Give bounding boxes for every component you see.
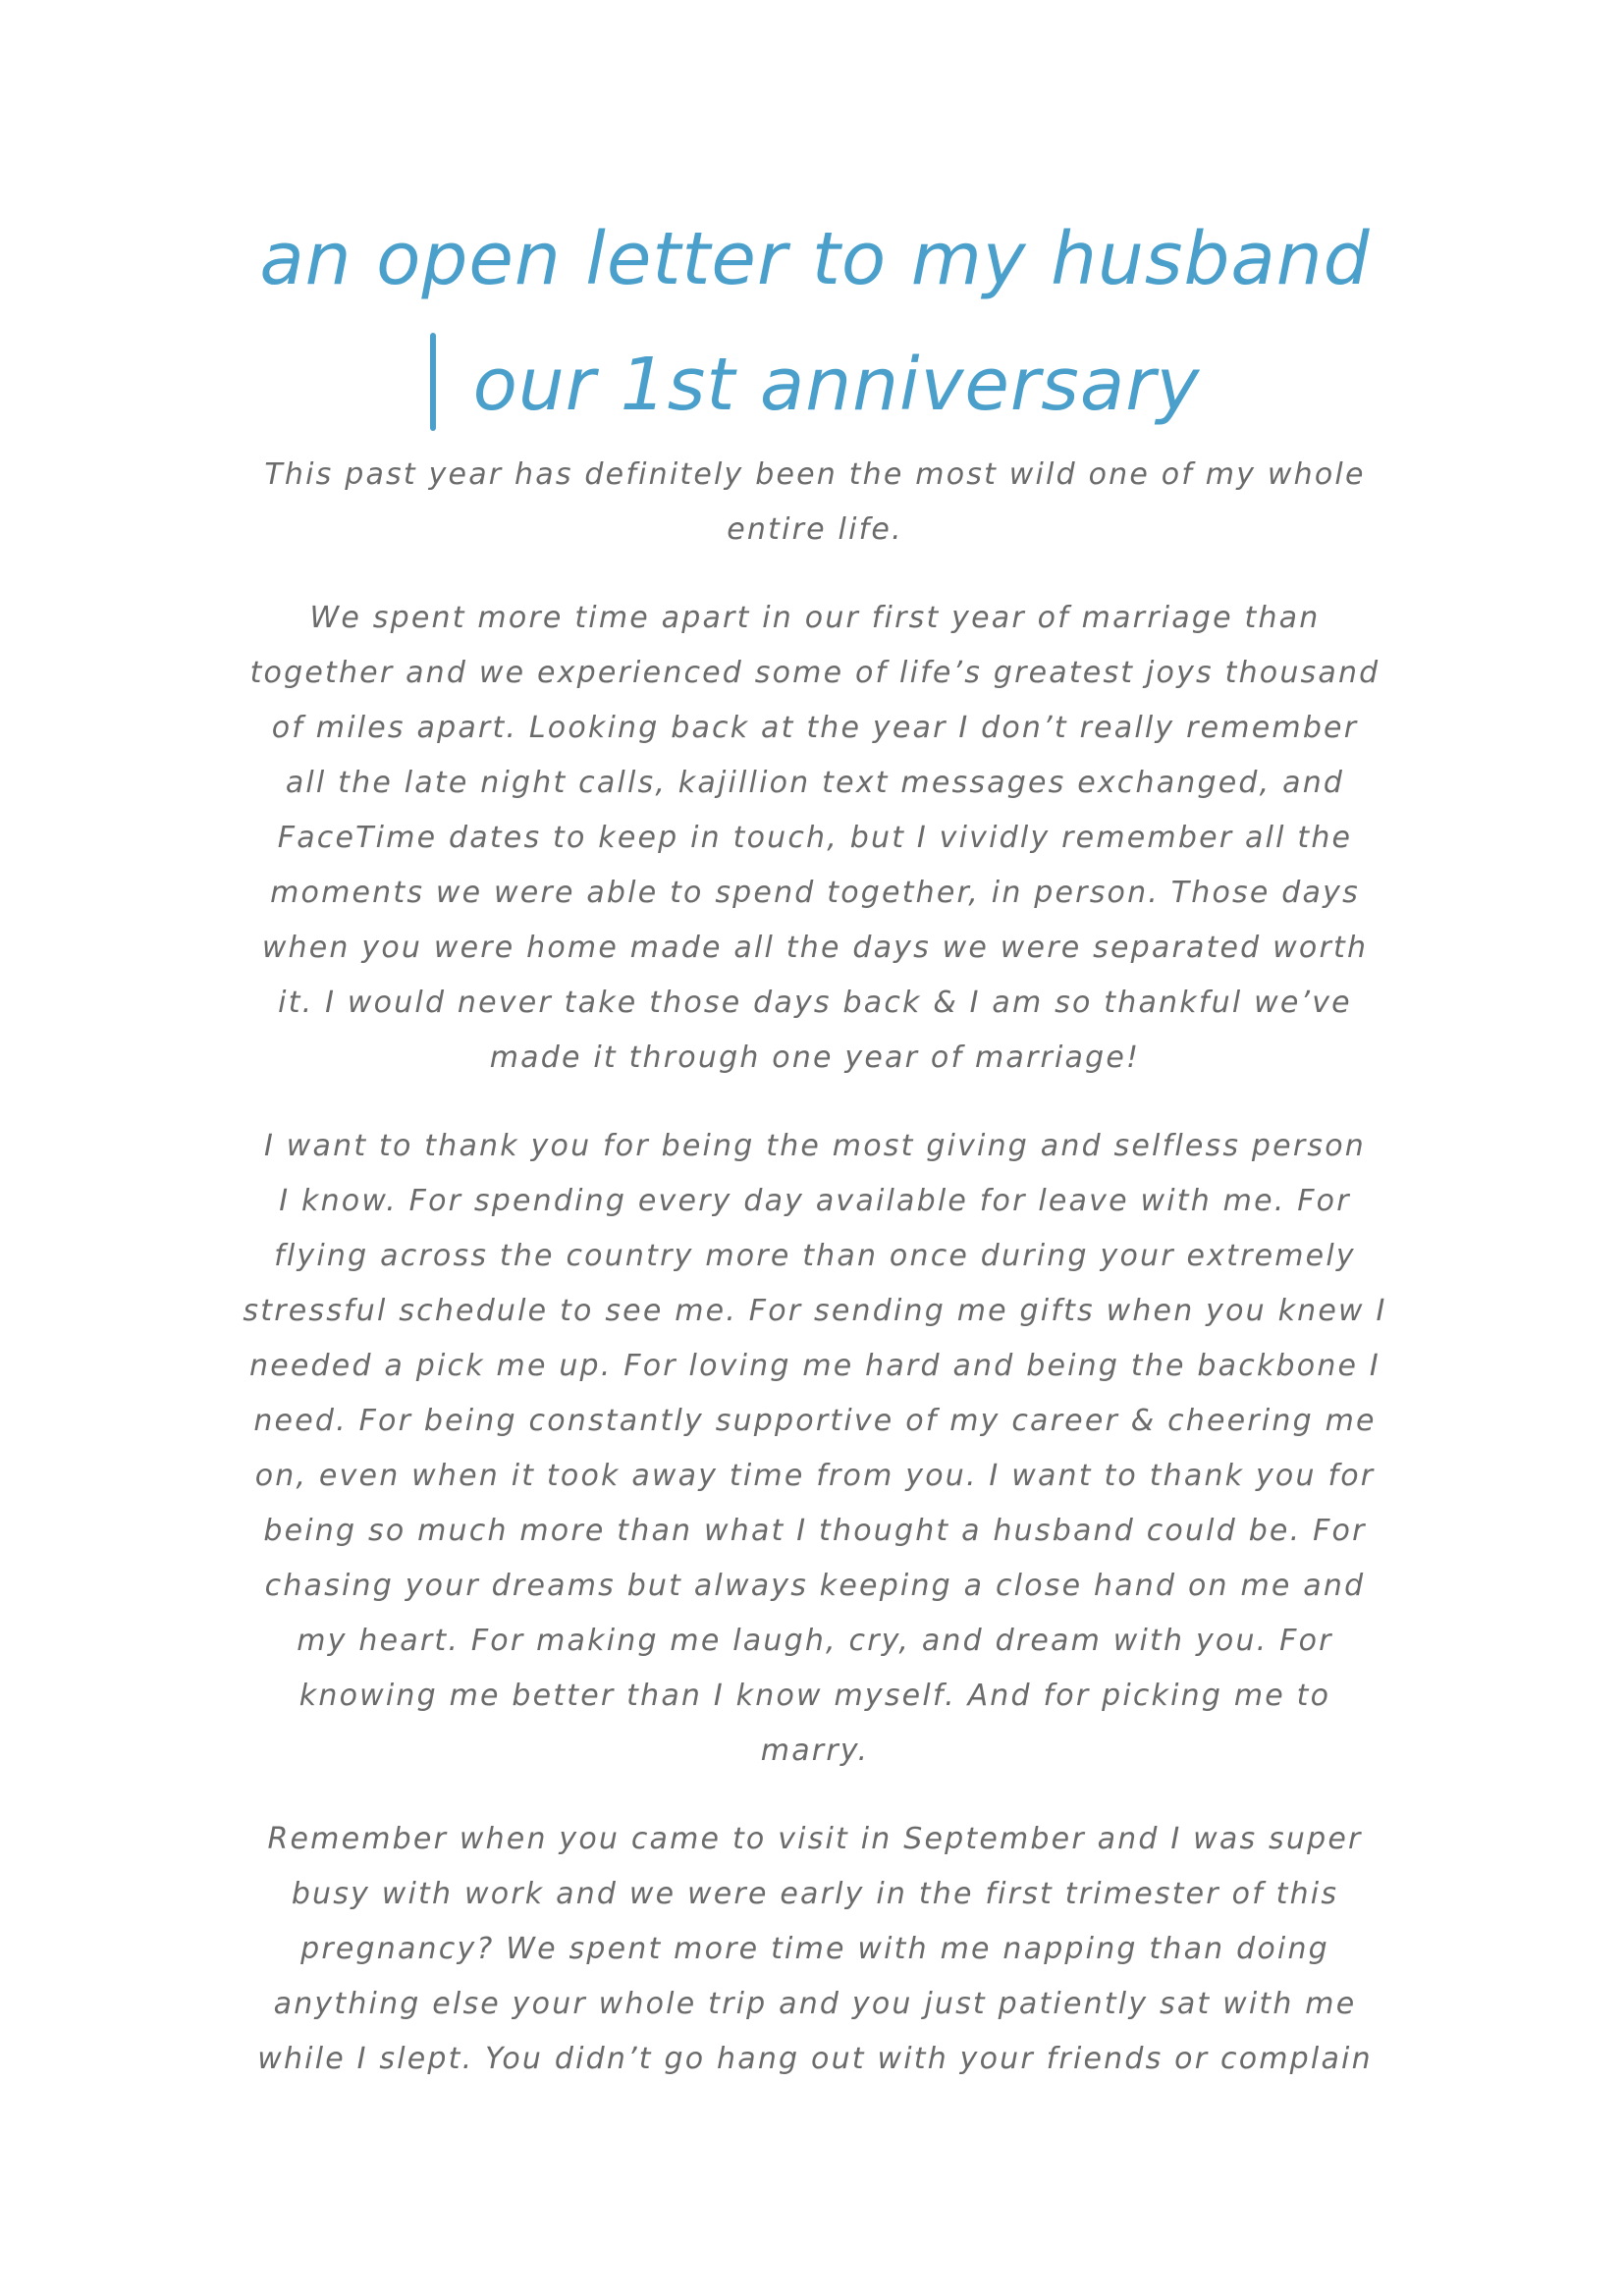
title-line-1: an open letter to my husband [259, 217, 1371, 301]
paragraph-line: pregnancy? We spent more time with me napping than doing [300, 1932, 1329, 1966]
page-title [236, 196, 1394, 448]
paragraph-line: I want to thank you for being the most giving and selfless person [264, 1129, 1366, 1163]
paragraph-line: when you were home made all the days we were separated worth [261, 931, 1369, 965]
paragraph-line: knowing me better than I know myself. And for picking me to [298, 1679, 1331, 1713]
paragraph-line: on, even when it took away time from you. I want to thank you for [254, 1459, 1376, 1493]
paragraph-line: marry. [760, 1734, 870, 1768]
paragraph-line: I know. For spending every day available for leave with me. For [279, 1184, 1351, 1218]
paragraph-thanks [236, 1119, 1394, 1779]
paragraph-line: being so much more than what I thought a husband could be. For [263, 1514, 1367, 1548]
paragraph-line: anything else your whole trip and you just patiently sat with me [273, 1987, 1357, 2021]
paragraph-line: together and we experienced some of life’s greatest joys thousand [249, 656, 1380, 690]
paragraph-line: FaceTime dates to keep in touch, but I vividly remember all the [277, 821, 1353, 855]
paragraph-line: all the late night calls, kajillion text messages exchanged, and [285, 766, 1345, 800]
paragraph-line: entire life. [727, 512, 903, 547]
paragraph-line: while I slept. You didn’t go hang out with your friends or complain [257, 2042, 1373, 2076]
paragraph-line: made it through one year of marriage! [489, 1041, 1141, 1075]
paragraph-line: needed a pick me up. For loving me hard and being the backbone I [249, 1349, 1380, 1383]
title-separator-bar [430, 333, 436, 431]
paragraph-line: flying across the country more than once during your extremely [274, 1239, 1356, 1273]
letter-page [236, 196, 1394, 2120]
paragraph-intro [236, 448, 1394, 558]
paragraph-line: We spent more time apart in our first year of marriage than [309, 601, 1321, 635]
paragraph-line: stressful schedule to see me. For sending me gifts when you knew I [243, 1294, 1387, 1328]
paragraph-line: Remember when you came to visit in September and I was super [267, 1822, 1363, 1856]
title-line-2-text: our 1st anniversary [472, 343, 1201, 427]
paragraph-line: need. For being constantly supportive of my career & cheering me [253, 1404, 1377, 1438]
title-line-2 [236, 322, 1394, 448]
paragraph-line: chasing your dreams but always keeping a close hand on me and [264, 1569, 1366, 1603]
paragraph-line: busy with work and we were early in the first trimester of this [291, 1877, 1339, 1911]
paragraph-line: my heart. For making me laugh, cry, and dream with you. For [297, 1624, 1333, 1658]
paragraph-september [236, 1812, 1394, 2087]
paragraph-line: moments we were able to spend together, in person. Those days [270, 876, 1360, 910]
paragraph-line: of miles apart. Looking back at the year I don’t really remember [271, 711, 1359, 745]
paragraph-apart [236, 591, 1394, 1086]
paragraph-line: it. I would never take those days back & I am so thankful we’ve [278, 986, 1352, 1020]
paragraph-line: This past year has definitely been the most wild one of my whole [264, 457, 1366, 492]
